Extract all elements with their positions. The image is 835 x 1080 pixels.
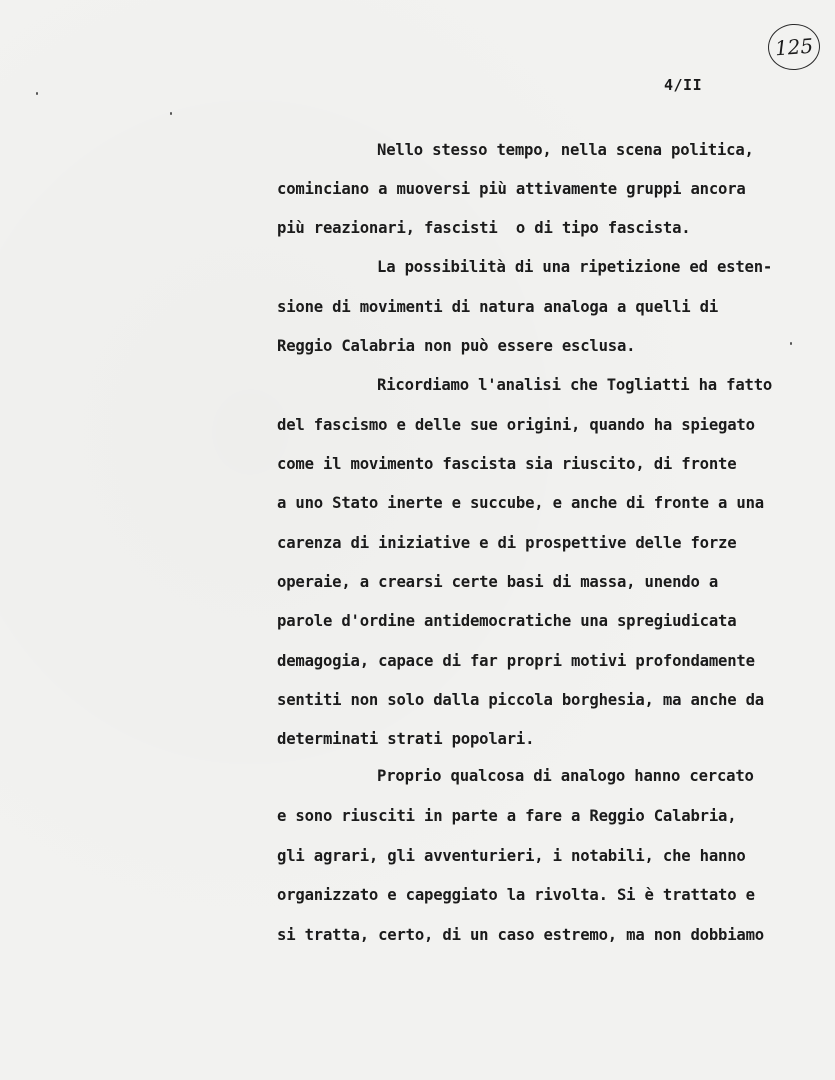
text-line: La possibilità di una ripetizione ed esten- bbox=[377, 258, 773, 276]
text-line: si tratta, certo, di un caso estremo, ma non dobbiamo bbox=[277, 926, 764, 944]
text-line: a uno Stato inerte e succube, e anche di fronte a una bbox=[277, 494, 764, 512]
archive-stamp: 125 bbox=[766, 22, 821, 72]
paper-speck bbox=[170, 112, 172, 115]
text-line: Ricordiamo l'analisi che Togliatti ha fatto bbox=[377, 376, 773, 394]
text-line: come il movimento fascista sia riuscito, di fronte bbox=[277, 455, 737, 473]
text-line: carenza di iniziative e di prospettive delle forze bbox=[277, 534, 737, 552]
text-line: gli agrari, gli avventurieri, i notabili, che hanno bbox=[277, 847, 746, 865]
page-number: 4/II bbox=[664, 76, 703, 94]
text-line: del fascismo e delle sue origini, quando ha spiegato bbox=[277, 416, 755, 434]
text-line: sione di movimenti di natura analoga a quelli di bbox=[277, 298, 719, 316]
text-line: organizzato e capeggiato la rivolta. Si è trattato e bbox=[277, 886, 755, 904]
paper-speck bbox=[36, 92, 38, 95]
text-line: più reazionari, fascisti o di tipo fascista. bbox=[277, 219, 691, 237]
text-line: cominciano a muoversi più attivamente gruppi ancora bbox=[277, 180, 746, 198]
text-line: demagogia, capace di far propri motivi profondamente bbox=[277, 652, 755, 670]
text-line: Reggio Calabria non può essere esclusa. bbox=[277, 337, 636, 355]
text-line: Nello stesso tempo, nella scena politica, bbox=[377, 141, 754, 159]
paper-speck bbox=[790, 342, 792, 345]
text-line: sentiti non solo dalla piccola borghesia, ma anche da bbox=[277, 691, 764, 709]
text-line: operaie, a crearsi certe basi di massa, unendo a bbox=[277, 573, 719, 591]
text-line: Proprio qualcosa di analogo hanno cercato bbox=[377, 767, 754, 785]
text-line: determinati strati popolari. bbox=[277, 730, 535, 748]
text-line: e sono riusciti in parte a fare a Reggio Calabria, bbox=[277, 807, 737, 825]
text-line: parole d'ordine antidemocratiche una spregiudicata bbox=[277, 612, 737, 630]
